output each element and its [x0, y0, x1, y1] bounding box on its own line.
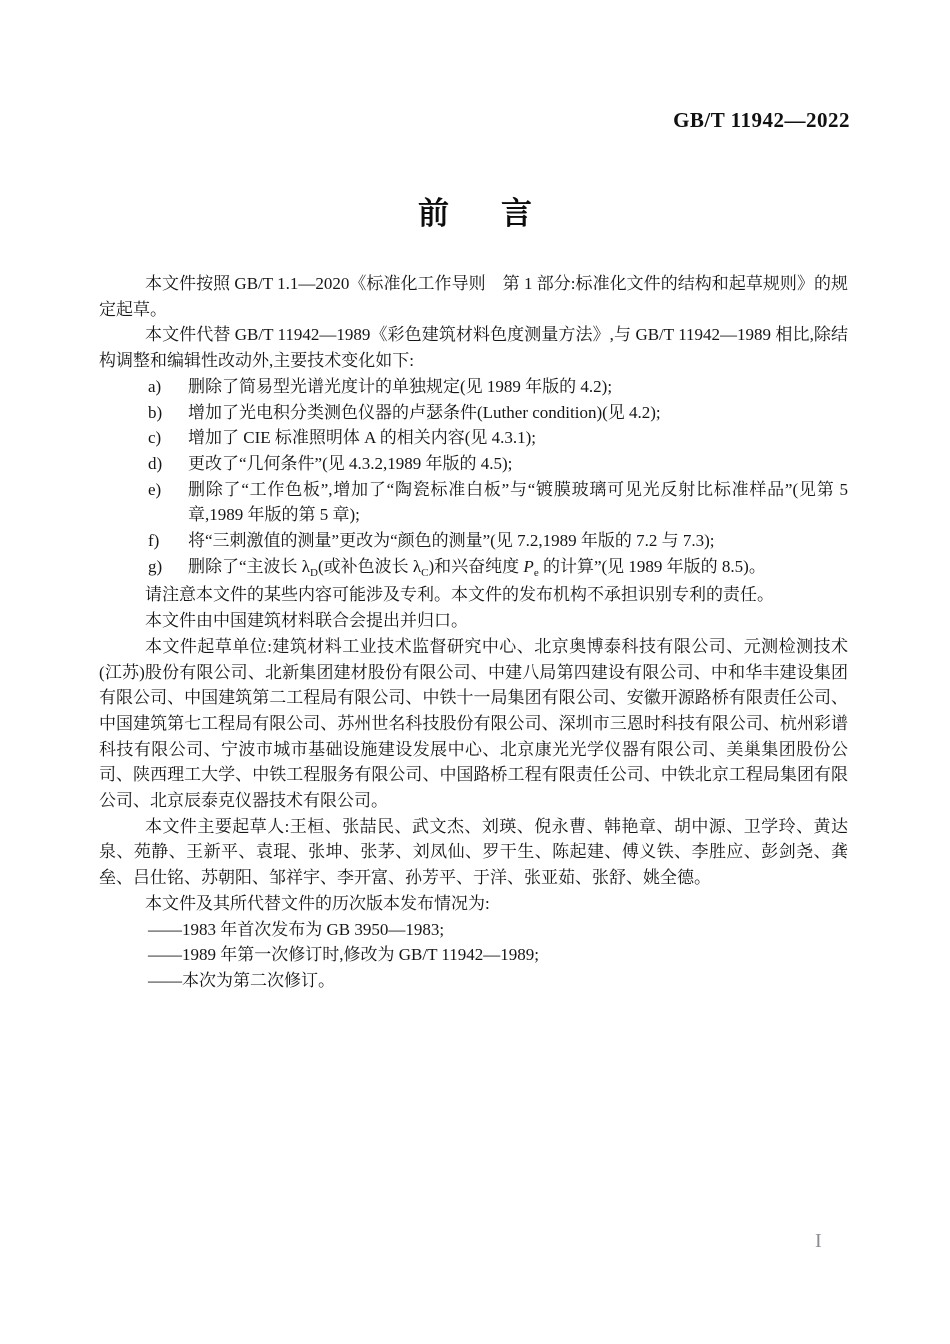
change-item-label: c): [148, 428, 162, 448]
paragraph-replacement-note: 本文件代替 GB/T 11942—1989《彩色建筑材料色度测量方法》,与 GB/T 11942—1989 相比,除结构调整和编辑性改动外,主要技术变化如下:: [99, 325, 848, 371]
change-item-b: [99, 400, 848, 426]
change-item-text-part: 删除了“主波长 λ: [188, 556, 311, 576]
history-item-1989: ——1989 年第一次修订时,修改为 GB/T 11942—1989;: [148, 945, 540, 965]
change-item-f: [99, 528, 848, 554]
change-item-text-part: )和兴奋纯度: [428, 556, 524, 576]
change-item-e: [99, 477, 848, 528]
change-item-c: [99, 425, 848, 451]
paragraph-patent-notice: 请注意本文件的某些内容可能涉及专利。本文件的发布机构不承担识别专利的责任。: [145, 585, 774, 605]
change-item-label: f): [148, 531, 160, 551]
change-item-a: [99, 374, 848, 400]
change-item-label: e): [148, 479, 162, 499]
change-item-text: 增加了 CIE 标准照明体 A 的相关内容(见 4.3.1);: [188, 428, 537, 448]
change-item-text-part: (或补色波长 λ: [318, 556, 422, 576]
change-item-text-part: 的计算”(见 1989 年版的 8.5)。: [538, 556, 766, 576]
foreword-content: [99, 271, 848, 994]
paragraph-drafting-units: 本文件起草单位:建筑材料工业技术监督研究中心、北京奥博泰科技有限公司、元测检测技术(江苏)股份有限公司、北新集团建材股份有限公司、中建八局第四建设有限公司、中和华丰建设集团有限公司、中国建筑第二工程局有限公司、中铁十一局集团有限公司、安徽开源路桥有限责任公司、中国建筑第七工程局有限公司、苏州世名科技股份有限公司、深圳市三恩时科技有限公司、杭州彩谱科技有限公司、宁波市城市基础设施建设发展中心、北京康光光学仪器有限公司、美巢集团股份公司、陕西理工大学、中铁工程服务有限公司、中国路桥工程有限责任公司、中铁北京工程局集团有限公司、北京辰泰克仪器技术有限公司。: [99, 636, 848, 811]
change-item-label: d): [148, 453, 163, 473]
change-item-g: [99, 554, 848, 583]
paragraph-history-intro: 本文件及其所代替文件的历次版本发布情况为:: [145, 893, 490, 913]
standard-code: GB/T 11942—2022: [673, 108, 850, 132]
subscript-e: e: [533, 566, 539, 579]
change-item-text: 更改了“几何条件”(见 4.3.2,1989 年版的 4.5);: [188, 453, 513, 473]
change-item-d: [99, 451, 848, 477]
paragraph-drafters: 本文件主要起草人:王桓、张喆民、武文杰、刘瑛、倪永曹、韩艳章、胡中源、卫学玲、黄达泉、苑静、王新平、袁琨、张坤、张茅、刘凤仙、罗干生、陈起建、傅义铁、李胜应、彭剑尧、龚垒、吕仕铭、苏朝阳、邹祥宇、李开富、孙芳平、于洋、张亚茹、张舒、姚全德。: [99, 816, 848, 888]
change-item-text: 删除了“工作色板”,增加了“陶瓷标准白板”与“镀膜玻璃可见光反射比标准样品”(见第 5 章,1989 年版的第 5 章);: [188, 479, 848, 525]
history-item-current: ——本次为第二次修订。: [148, 970, 335, 990]
title-char-foreword-2: 言: [501, 196, 532, 231]
subscript-D: D: [310, 566, 318, 579]
page-title: [0, 188, 950, 233]
variable-P: P: [523, 556, 534, 576]
change-item-text: 增加了光电积分类测色仪器的卢瑟条件(Luther condition)(见 4.2);: [188, 402, 661, 422]
change-item-label: a): [148, 376, 162, 396]
change-item-text: 将“三刺激值的测量”更改为“颜色的测量”(见 7.2,1989 年版的 7.2 与 7.3);: [188, 531, 715, 551]
history-item-1983: ——1983 年首次发布为 GB 3950—1983;: [148, 919, 445, 939]
change-item-text: 删除了简易型光谱光度计的单独规定(见 1989 年版的 4.2);: [188, 376, 613, 396]
change-item-label: g): [148, 556, 163, 576]
paragraph-proposing-org: 本文件由中国建筑材料联合会提出并归口。: [145, 611, 468, 631]
page-number: I: [815, 1230, 822, 1252]
subscript-C: C: [421, 566, 429, 579]
change-item-label: b): [148, 402, 163, 422]
title-char-foreword-1: 前: [418, 196, 449, 231]
paragraph-drafting-basis: 本文件按照 GB/T 1.1—2020《标准化工作导则 第 1 部分:标准化文件的结构和起草规则》的规定起草。: [99, 274, 848, 319]
